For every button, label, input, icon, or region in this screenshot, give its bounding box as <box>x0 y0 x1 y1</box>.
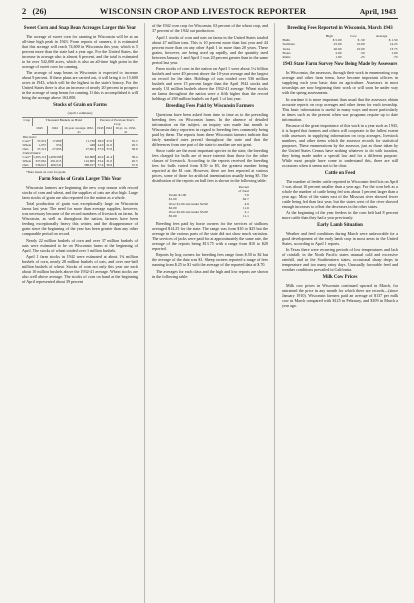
table-cell: 20.3 <box>113 143 138 147</box>
table-cell: 21.0 <box>106 143 113 148</box>
table-cell: .70 <box>393 55 398 60</box>
table-footnote: *Data based on corn for grain. <box>26 170 67 175</box>
table-cell: 327,661 <box>32 159 47 163</box>
col-header: Crop <box>23 117 31 122</box>
table-cell: 37.9 <box>113 163 138 168</box>
col-header: Low <box>350 33 357 38</box>
table-cell: 37.0 <box>97 147 104 152</box>
table-cell: 13.75 <box>389 46 398 51</box>
article-paragraph: Reports by hog owners for breeding fees range from $.50 to $2 but the average of the data was $1. Sheep owners reported a range of fees running from $.25 to $1 with the average of the reported data at $.70. <box>152 252 268 268</box>
grain-stocks-body <box>22 135 138 168</box>
page-number: 2 <box>22 7 27 16</box>
article-paragraph: Breeding fees paid by horse owners for the services of stallions averaged $14.25 for the state. The range was from $10 to $25 but the average in the various parts of the state did not show much variation. The services of jacks were paid for at approximately the same rate, the average of the reports being $13.75 with a range from $10 to $20 reported. <box>152 220 268 251</box>
table-cell: 388,917 <box>62 163 95 168</box>
table-cell: 7.6 <box>244 193 249 198</box>
table-cell: 41.4 <box>106 155 113 160</box>
table-cell: 27,601 <box>62 147 95 151</box>
article-paragraph: Because of the great importance of this work in a year such as 1943, it is hoped that farmers and others will cooperate to the fullest extent with assessors in supplying information on crop acreages, livestock numbers, and other items which the assessor records for statistical purposes. These enumerations by the assessor, just as those taken by the United States Census have nothing whatever to do with taxation, they being made under a special law and for a different purpose. While most people have come to understand this, there are still occasions when it seems not to be clear. <box>282 123 398 169</box>
article-paragraph: Total production of grain was exceptionally large on Wisconsin farms last year. The need for more than average supplies, however, was necessary because of the record numbers of livestock on farms. In Wisconsin, as well as throughout the nation, farmers have been feeding exceptionally heavy this winter, and the disappearance of grain since the beginning of the year has been greater than any other comparable period on record. <box>22 201 138 237</box>
cattle-feed-heading: Cattle on Feed <box>324 171 356 177</box>
table-cell: 35.3 <box>113 139 138 143</box>
farm-stocks-heading: Farm Stocks of Grain Larger This Year <box>38 177 122 183</box>
table-cell: $2.00 <box>168 205 177 210</box>
breeding-fees-heading: Breeding Fees Paid by Wisconsin Farmers <box>165 104 255 110</box>
article-paragraph: Questions have been asked from time to time as to the prevailing breeding fees on Wisconsin farms. In the absence of detailed information on the subject, an inquiry was made last month to Wisconsin dairy reporters in regard to breeding fees commonly being paid by them. The reports from these Wisconsin farmers indicate that fairly standard rates prevail throughout the state and that the differences from one part of the state to another are not great. <box>152 111 268 147</box>
table-cell: $ 5.00 <box>332 38 342 43</box>
table-cell: 62.7 <box>242 197 249 202</box>
table-cell: Oats <box>22 147 29 152</box>
col-header: 1943 <box>96 126 105 135</box>
breeding-fees-table <box>282 34 398 60</box>
table-cell: 2.1 <box>244 210 249 215</box>
article-paragraph: In Texas there were recurring periods of low temperatures and lack of rainfall; in the North Pacific states unusual cold and excessive rainfall, and in the Southeastern states, occasional sharp drops in temperature and too many rainy days. Unusually favorable feed and weather conditions prevailed in California. <box>282 247 398 273</box>
publication-title: WISCONSIN CROP AND LIVESTOCK REPORTER <box>99 6 307 16</box>
article-paragraph: April 1 stocks of corn and oats on farms in the United States totaled about 47 million tons. This is 10 percent more than last year and 44 percent more than on any other April 1 in more than 20 years. These grains, however, are being used up rapidly, and the quantity used between January 1 and April 1 was 20 percent greater than in the same period last year. <box>152 34 268 65</box>
table-row <box>282 55 398 59</box>
fees-table-heading: Breeding Fees Reported in Wisconsin, March 1943 <box>287 26 393 32</box>
table-cell: 37,972 <box>32 139 47 143</box>
table-cell: Bulls <box>282 38 290 43</box>
table-cell: Stallions <box>282 42 295 47</box>
article-paragraph: Since cattle are the most important species in the state, the breeding fees charged for bulls are of more interest than those for the other classes of livestock. According to the reports received the breeding fees for bulls varied from $.50 to $5, the greatest number being reported at the $1 rate. However, there are fees reported at various prices, some of those for artificial insemination usually being $5. The distribution of the reports on bull fees is shown in the following table: <box>152 148 268 184</box>
table-cell: 38.9 <box>113 147 138 151</box>
table-cell: 11.1 <box>242 214 249 219</box>
table-cell: Corn* <box>22 139 31 144</box>
table-cell: 14.25 <box>389 42 398 47</box>
article-paragraph: April 1 farm stocks in 1942 were estimated at about 1¾ million bushels of corn, nearly 28 million bushels of oats, and over one-half million bushels of wheat. Stocks of corn not only this year are each about 10 million bushels above the 1932-41 average. Wheat stocks are also well above average. The stocks of corn on hand at the beginning of April represented about 39 percent <box>22 254 138 285</box>
table-cell: 24.0 <box>97 143 104 148</box>
table-cell: Under $1.00 <box>168 193 187 198</box>
table-cell: 11.6 <box>242 205 249 210</box>
table-cell: 2.00 <box>335 50 342 55</box>
table-cell: 33.4 <box>97 159 104 164</box>
table-cell: 1,208,586 <box>48 155 62 160</box>
issue-date: April, 1943 <box>359 7 396 16</box>
table-cell: .25 <box>360 55 365 60</box>
bull-fee-table <box>168 185 249 219</box>
article-paragraph: of the 1942 corn crop for Wisconsin, 63 percent of the wheat crop, and 37 percent of the 1942 oat production. <box>152 23 268 34</box>
table-cell: 37.4 <box>97 163 104 168</box>
table-cell: 466,541 <box>47 163 62 168</box>
milk-cow-heading: Milk Cow Prices <box>322 275 358 281</box>
farm-survey-heading: 1943 State Farm Survey Now Being Made by Assessors <box>282 62 398 68</box>
issue-number: (26) <box>32 7 47 16</box>
table-cell: $1.00 <box>168 197 177 202</box>
col-header: 1942 <box>47 126 62 135</box>
col-header: 1943 <box>32 126 47 135</box>
table-cell: 17,869 <box>47 139 62 143</box>
table-cell: .50 <box>360 50 365 55</box>
col-header: 10-yr. av. 1932-41 <box>113 126 138 135</box>
table-cell: 11,730 <box>62 139 95 143</box>
table-cell: $ .50 <box>357 38 365 43</box>
table-cell: 1,265,113 <box>33 155 47 160</box>
article-paragraph: The acreage of sweet corn for canning in Wisconsin will be at an all-time high peak in 1943. From reports of canners, it is estimated that this acreage will reach 74,600 in Wisconsin this year, which is 5 percent more than the state had a year ago. For the United States, the increase in acreage also is almost 6 percent, and the total is estimated to be over 542,000 acres, which is also an all-time high point in the acreage of sweet corn for canning. <box>22 33 138 69</box>
col-header: Average <box>375 33 388 38</box>
table-cell: 37.0 <box>106 147 113 152</box>
table-cell: Rams <box>282 55 291 60</box>
article-paragraph: Milk cow prices in Wisconsin continued upward in March, for untrained the price in any month for which there are records—(since January 1910). Wisconsin farmers paid an average of $137 per milk cow in March compared with $125 in February, and $109 in March a year ago. <box>282 282 398 308</box>
table-cell: 122,605 <box>62 159 95 163</box>
lamb-heading: Early Lamb Situation <box>317 223 363 229</box>
table-cell: 1,057 <box>32 143 47 147</box>
table-cell: Over $2.00 and under $5.00 <box>168 210 209 215</box>
article-paragraph: Farm stocks of corn in the nation on April 1 were about 1¼ billion bushels and were 49 percent above the 10-year average and the largest on record for the date. Holdings of oats totaled over 536 million bushels and were 15 percent larger than the April 1942 stocks and nearly 131 million bushels above the 1932-41 average. Wheat stocks on farms throughout the nation were a fifth higher than the record holdings of 269 million bushels on April 1 of last year. <box>152 66 268 102</box>
table-cell: Wheat <box>22 159 32 164</box>
table-cell: 8,0,808 <box>62 155 95 159</box>
sweet-corn-heading: Sweet Corn and Snap Bean Acreages Larger this Year <box>23 26 137 32</box>
table-cell: 36.9 <box>106 163 113 168</box>
article-paragraph: The averages for each class and the high and low reports are shown in the following table: <box>152 268 268 279</box>
col-header: 10-year average 1932-41 <box>64 125 94 134</box>
table-cell: Jacks <box>282 46 291 51</box>
table-subtitle: (April 1 estimates) <box>67 110 93 115</box>
grain-stocks-heading: Stocks of Grain on Farms <box>53 103 107 109</box>
table-cell: 1.00 <box>391 50 398 55</box>
article-paragraph: In Wisconsin, the assessors, through their work in enumerating crop acreage and other farm items, have become important officers in supplying each year basic data on agriculture. Assessors in most townships are now beginning their work or will soon be under way with the spring assessments. <box>282 70 398 96</box>
article-paragraph: The acreage of snap beans in Wisconsin is expected to increase about 9 percent. If these plans are carried out, it will bring it to 15,600 acres in 1943, which will be the highest in the state's history. For the United States there is also an increase of nearly 20 percent in prospect in the acreage of snap beans for canning. If this is accomplished it will bring the acreage above 163,000. <box>22 70 138 101</box>
page-header <box>22 6 398 19</box>
table-group-label: Wisconsin: <box>22 135 37 139</box>
table-cell: 40.4 <box>97 155 104 160</box>
table-cell: 448 <box>62 143 95 147</box>
table-cell: 38.4 <box>113 155 138 159</box>
col-header: Thousand Bushels on Hand <box>32 117 96 126</box>
table-cell: $ 1.50 <box>388 38 398 43</box>
table-cell: Wheat <box>22 143 32 148</box>
table-row <box>168 214 249 218</box>
column-1 <box>22 23 145 603</box>
table-cell: 10.00 <box>356 46 365 51</box>
table-cell: 536,621 <box>32 163 47 168</box>
col-header: Percent <box>238 184 249 189</box>
table-group-label: United States: <box>22 151 42 156</box>
grain-stocks-table <box>22 117 138 168</box>
table-cell: 31.0 <box>106 159 113 164</box>
col-header: 1942 <box>104 126 113 135</box>
article-paragraph: Wisconsin farmers are beginning the new crop season with record stocks of corn and wheat, and the supplies of oats are also high. Large farm stocks of grain are also reported for the nation as a whole. <box>22 184 138 200</box>
table-cell: 37.0 <box>106 139 113 144</box>
article-paragraph: The number of feeder cattle reported in Wisconsin feed lots on April 1 was about 10 percent smaller than a year ago. For the corn belt as a whole the number of cattle being fed was about 1 percent larger than a year ago. Most of the states east of the Missouri river showed fewer cattle being fed than last year, but the states west of the river showed enough increases to offset the decreases in the other states. <box>282 178 398 209</box>
table-cell: 38.0 <box>97 139 104 144</box>
col-header: High <box>325 33 333 38</box>
table-cell: Boars <box>282 50 291 55</box>
column-2 <box>152 23 275 603</box>
breeding-fees-body <box>282 38 398 59</box>
article-paragraph: Weather and feed conditions during March were unfavorable for a good development of the early lamb crop in most areas in the United States, according to April 1 reports. <box>282 230 398 246</box>
table-cell: Corn* <box>22 155 31 160</box>
col-header: of Total <box>238 188 249 193</box>
col-header: Percent of Previous Year's Crop <box>96 117 138 126</box>
table-cell: Over $1.00 and under $2.00 <box>168 201 209 206</box>
columns <box>22 23 398 603</box>
table-cell: $5.00 <box>168 214 177 219</box>
table-cell: Oats <box>22 163 29 168</box>
table-cell: 25.00 <box>333 42 342 47</box>
table-cell: 654 <box>47 143 62 147</box>
column-3 <box>282 23 398 603</box>
table-row <box>22 163 138 168</box>
table-cell: 27,995 <box>47 147 62 151</box>
table-cell: 1.00 <box>335 55 342 60</box>
article-paragraph: In wartime it is more important than usual that the assessors obtain accurate reports on crop acreages and other items for each township. This basic information is useful in many ways and more particularly in times such as the present when war programs require up to date information. <box>282 96 398 122</box>
table-cell: 4.9 <box>244 201 249 206</box>
table-cell: 37,213 <box>32 147 47 151</box>
article-paragraph: Nearly 22 million bushels of corn and over 37 million bushels of oats were estimated to be on Wisconsin farms at the beginning of April. The stocks of wheat totaled over 1 million bushels. <box>22 237 138 253</box>
table-cell: 20.00 <box>333 46 342 51</box>
table-cell: 10.00 <box>356 42 365 47</box>
table-cell: 20.3 <box>113 159 138 163</box>
table-cell: 291,015 <box>47 159 62 163</box>
article-paragraph: At the beginning of the year feeders in the corn belt had 8 percent more cattle than they had a year previously. <box>282 210 398 221</box>
bull-fee-body <box>168 193 249 219</box>
